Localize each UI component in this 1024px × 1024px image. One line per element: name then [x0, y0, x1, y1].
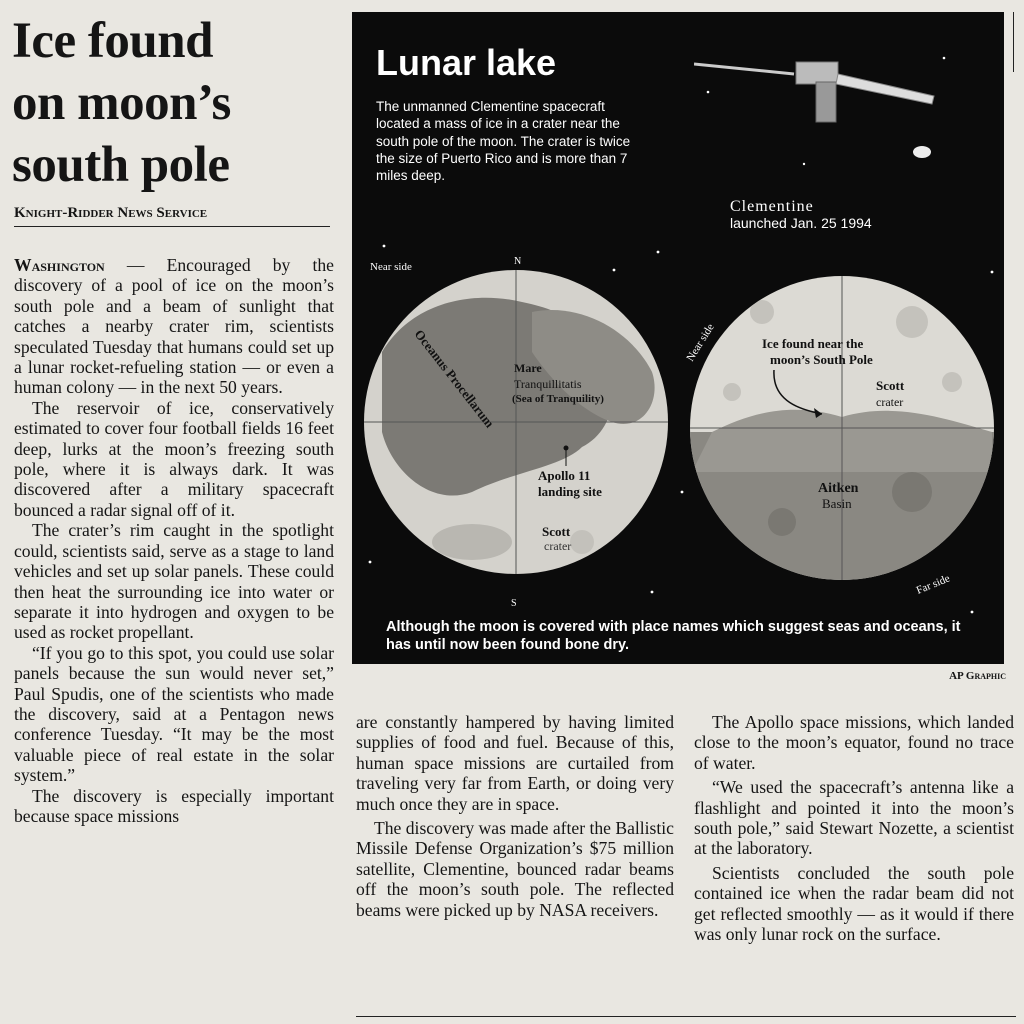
ice-label-2: moon’s South Pole — [770, 352, 873, 367]
mare-label-3: (Sea of Tranquility) — [512, 393, 604, 405]
headline-line-3: south pole — [12, 137, 230, 193]
spacecraft-name: Clementine — [730, 198, 814, 215]
apollo-label-2: landing site — [538, 484, 602, 499]
mare-label-2: Tranquillitatis — [514, 377, 582, 391]
near-side-label: Near side — [370, 261, 412, 273]
far-near-side-label: Near side — [684, 321, 717, 364]
article-paragraph: The discovery was made after the Ballistic Missile Defense Organization’s $75 million satellite, Clementine, bounced radar beams off the moon’s south pole. The reflected beams were picked up by NASA receivers. — [356, 818, 674, 920]
article-paragraph — [14, 255, 334, 398]
article-column-3 — [694, 712, 1014, 944]
article-paragraph: Scientists concluded the south pole contained ice when the radar beam did not get reflected smoothly — as it would if there was only lunar rock on the surface. — [694, 862, 1014, 945]
article-column-2 — [356, 712, 674, 920]
graphic-description: The unmanned Clementine spacecraft located a mass of ice in a crater near the south pole of the moon. The crater is twice the size of Puerto Rico and is more than 7 miles deep. — [376, 99, 631, 184]
mare-label-1: Mare — [514, 361, 542, 375]
oceanus-label: Oceanus Procellarum — [411, 326, 498, 431]
article-paragraph: The crater’s rim caught in the spotlight could, scientists said, serve as a stage to land vehicles and set up solar panels. These could then heat the surrounding ice into water or separate it into hydrogen and oxygen to be used as rocket propellant. — [14, 520, 334, 643]
far-side-label: Far side — [914, 572, 952, 597]
article-paragraph: The reservoir of ice, conservatively estimated to cover four football fields 16 feet deep, lurks at the moon’s freezing south pole, where it is always dark. It was discovered after a military spacecraft bounced a radar signal off of it. — [14, 397, 334, 520]
near-side-moon — [364, 270, 668, 574]
byline: Knight-Ridder News Service — [14, 205, 330, 227]
graphic-caption: Although the moon is covered with place names which suggest seas and oceans, it has until now been found bone dry. — [386, 619, 961, 653]
south-label: S — [511, 598, 517, 609]
article-paragraph: are constantly hampered by having limited supplies of food and fuel. Because of this, human space missions are curtailed from traveling very far from Earth, or doing very much once they are in space. — [356, 712, 674, 814]
scott-near-label-2: crater — [544, 539, 572, 553]
lunar-lake-graphic — [352, 12, 1004, 664]
ice-label-1: Ice found near the — [762, 336, 864, 351]
scott-far-label-1: Scott — [876, 378, 905, 393]
apollo-label-1: Apollo 11 — [538, 468, 591, 483]
paragraph-text: — Encouraged by the discovery of a pool of ice on the moon’s south pole and a beam of sunlight that catches a nearby crater rim, scientists speculated Tuesday that humans could set up a lunar rocket-refueling station — or even a human colony — in the next 50 years. — [14, 255, 334, 398]
graphic-title: Lunar lake — [376, 42, 557, 83]
scott-far-label-2: crater — [876, 395, 904, 409]
scott-near-label-1: Scott — [542, 524, 571, 539]
headline-line-1: Ice found — [12, 13, 213, 69]
spacecraft-illustration — [694, 52, 964, 172]
article-paragraph: The discovery is especially important because space missions — [14, 785, 334, 826]
article-paragraph: The Apollo space missions, which landed close to the moon’s equator, found no trace of water. — [694, 712, 1014, 773]
dateline: Washington — [14, 255, 105, 275]
article-column-1 — [14, 255, 334, 826]
bottom-rule — [356, 1016, 1016, 1017]
aitken-label-1: Aitken — [818, 481, 859, 496]
aitken-label-2: Basin — [822, 496, 852, 511]
moon-maps — [352, 242, 1004, 622]
article-paragraph: “If you go to this spot, you could use solar panels because the sun would never set,” Paul Spudis, one of the scientists who made the discovery, said at a Pentagon news conference Tuesday. “It may be the most valuable piece of real estate in the solar system.” — [14, 642, 334, 786]
south-pole-moon — [682, 276, 1002, 592]
north-label: N — [514, 256, 522, 267]
spacecraft-label — [730, 198, 872, 232]
right-rule — [1013, 12, 1014, 72]
spacecraft-launch: launched Jan. 25 1994 — [730, 215, 872, 231]
article-paragraph: “We used the spacecraft’s antenna like a flashlight and pointed it into the moon’s south pole,” said Stewart Nozette, a scientist at the laboratory. — [694, 777, 1014, 859]
headline-line-2: on moon’s — [12, 75, 231, 131]
graphic-credit: AP Graphic — [949, 670, 1006, 682]
headline — [12, 10, 342, 196]
